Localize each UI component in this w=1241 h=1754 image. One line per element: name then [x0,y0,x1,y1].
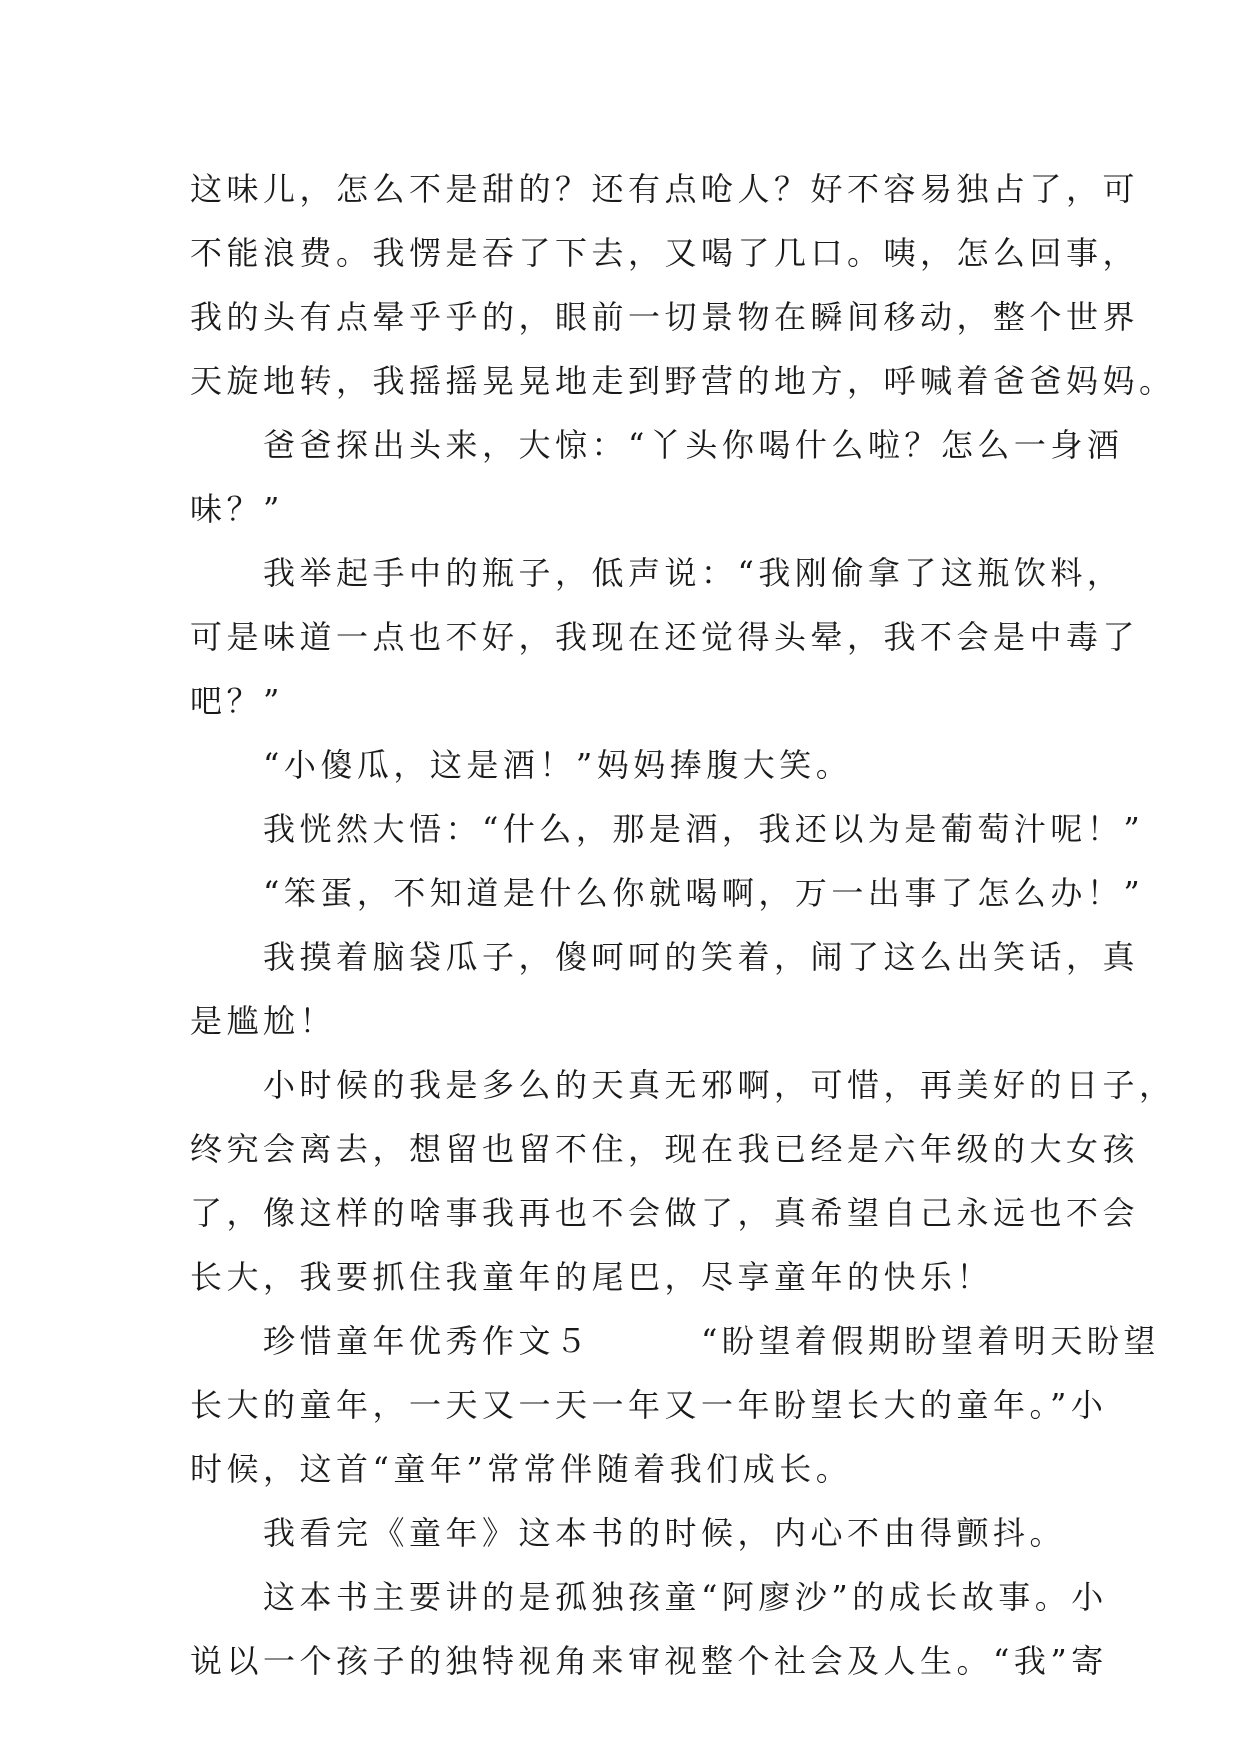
text-line: 这本书主要讲的是孤独孩童“阿廖沙”的成长故事。小 [190,1578,1108,1616]
text-line: 不能浪费。我愣是吞了下去，又喝了几口。咦，怎么回事， [190,234,1140,272]
text-line: 我恍然大悟：“什么，那是酒，我还以为是葡萄汁呢！” [190,810,1145,848]
text-line: 天旋地转，我摇摇晃晃地走到野营的地方，呼喊着爸爸妈妈。 [190,362,1176,400]
text-line: 时候，这首“童年”常常伴随着我们成长。 [190,1450,853,1488]
text-line: 味？” [190,490,284,528]
text-line: 了，像这样的啥事我再也不会做了，真希望自己永远也不会 [190,1194,1140,1232]
text-line: 珍惜童年优秀作文５ “盼望着假期盼望着明天盼望 [190,1322,1160,1360]
body-text [190,157,1176,1693]
text-line: 我的头有点晕乎乎的，眼前一切景物在瞬间移动，整个世界 [190,298,1140,336]
text-line: 小时候的我是多么的天真无邪啊，可惜，再美好的日子， [190,1066,1176,1104]
text-line: 我看完《童年》这本书的时候，内心不由得颤抖。 [190,1514,1067,1552]
text-line: 这味儿，怎么不是甜的？还有点呛人？好不容易独占了，可 [190,170,1140,208]
text-line: 爸爸探出头来，大惊：“丫头你喝什么啦？怎么一身酒 [190,426,1124,464]
text-line: 吧？” [190,682,284,720]
text-line: 长大的童年，一天又一天一年又一年盼望长大的童年。”小 [190,1386,1108,1424]
text-line: “笨蛋，不知道是什么你就喝啊，万一出事了怎么办！” [190,874,1145,912]
text-line: 我摸着脑袋瓜子，傻呵呵的笑着，闹了这么出笑话，真 [190,938,1140,976]
text-line: 是尴尬！ [190,1002,337,1040]
text-line: “小傻瓜，这是酒！”妈妈捧腹大笑。 [190,746,853,784]
text-line: 终究会离去，想留也留不住，现在我已经是六年级的大女孩 [190,1130,1140,1168]
text-line: 说以一个孩子的独特视角来审视整个社会及人生。“我”寄 [190,1642,1108,1680]
text-line: 可是味道一点也不好，我现在还觉得头晕，我不会是中毒了 [190,618,1140,656]
text-line: 长大，我要抓住我童年的尾巴，尽享童年的快乐！ [190,1258,994,1296]
text-line: 我举起手中的瓶子，低声说：“我刚偷拿了这瓶饮料， [190,554,1124,592]
